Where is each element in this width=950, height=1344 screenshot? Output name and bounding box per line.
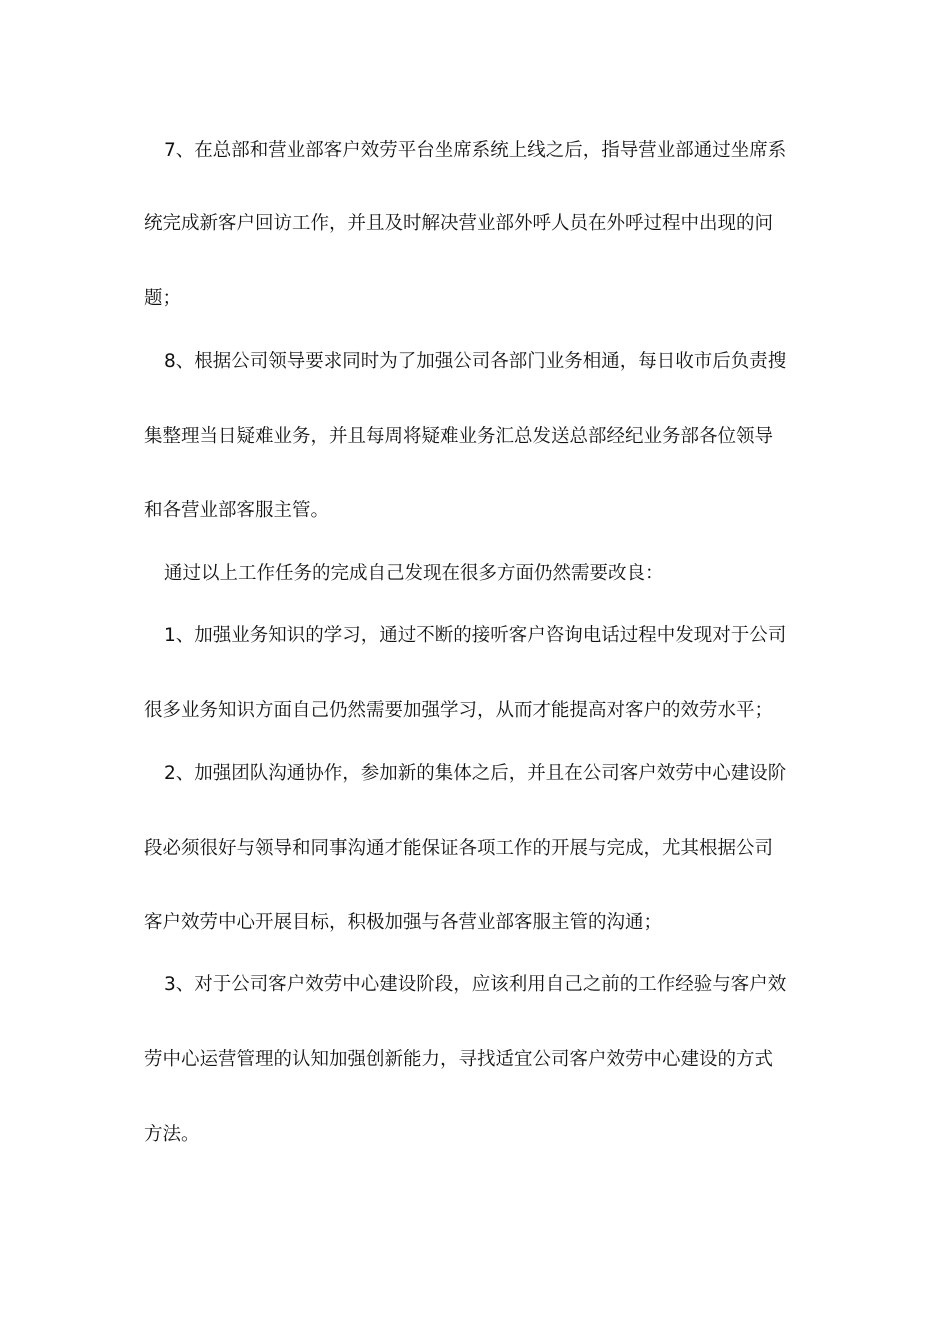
item-2-line-1: 2、加强团队沟通协作，参加新的集体之后，并且在公司客户效劳中心建设阶 (164, 763, 787, 784)
paragraph-7-line-3: 题； (144, 288, 182, 309)
item-1-line-1: 1、加强业务知识的学习，通过不断的接听客户咨询电话过程中发现对于公司 (164, 625, 787, 646)
item-3-line-3: 方法。 (144, 1124, 200, 1145)
improvement-intro: 通过以上工作任务的完成自己发现在很多方面仍然需要改良： (164, 563, 664, 584)
item-3-line-1: 3、对于公司客户效劳中心建设阶段，应该利用自己之前的工作经验与客户效 (164, 974, 787, 995)
item-2-line-3: 客户效劳中心开展目标，积极加强与各营业部客服主管的沟通； (144, 912, 663, 933)
paragraph-8-line-3: 和各营业部客服主管。 (144, 500, 330, 521)
paragraph-7-line-2: 统完成新客户回访工作，并且及时解决营业部外呼人员在外呼过程中出现的问 (144, 213, 774, 234)
paragraph-8-line-2: 集整理当日疑难业务，并且每周将疑难业务汇总发送总部经纪业务部各位领导 (144, 426, 774, 447)
paragraph-8-line-1: 8、根据公司领导要求同时为了加强公司各部门业务相通，每日收市后负责搜 (164, 351, 787, 372)
item-3-line-2: 劳中心运营管理的认知加强创新能力，寻找适宜公司客户效劳中心建设的方式 (144, 1049, 774, 1070)
paragraph-7-line-1: 7、在总部和营业部客户效劳平台坐席系统上线之后，指导营业部通过坐席系 (164, 140, 787, 161)
item-2-line-2: 段必须很好与领导和同事沟通才能保证各项工作的开展与完成，尤其根据公司 (144, 838, 774, 859)
item-1-line-2: 很多业务知识方面自己仍然需要加强学习，从而才能提高对客户的效劳水平； (144, 700, 774, 721)
